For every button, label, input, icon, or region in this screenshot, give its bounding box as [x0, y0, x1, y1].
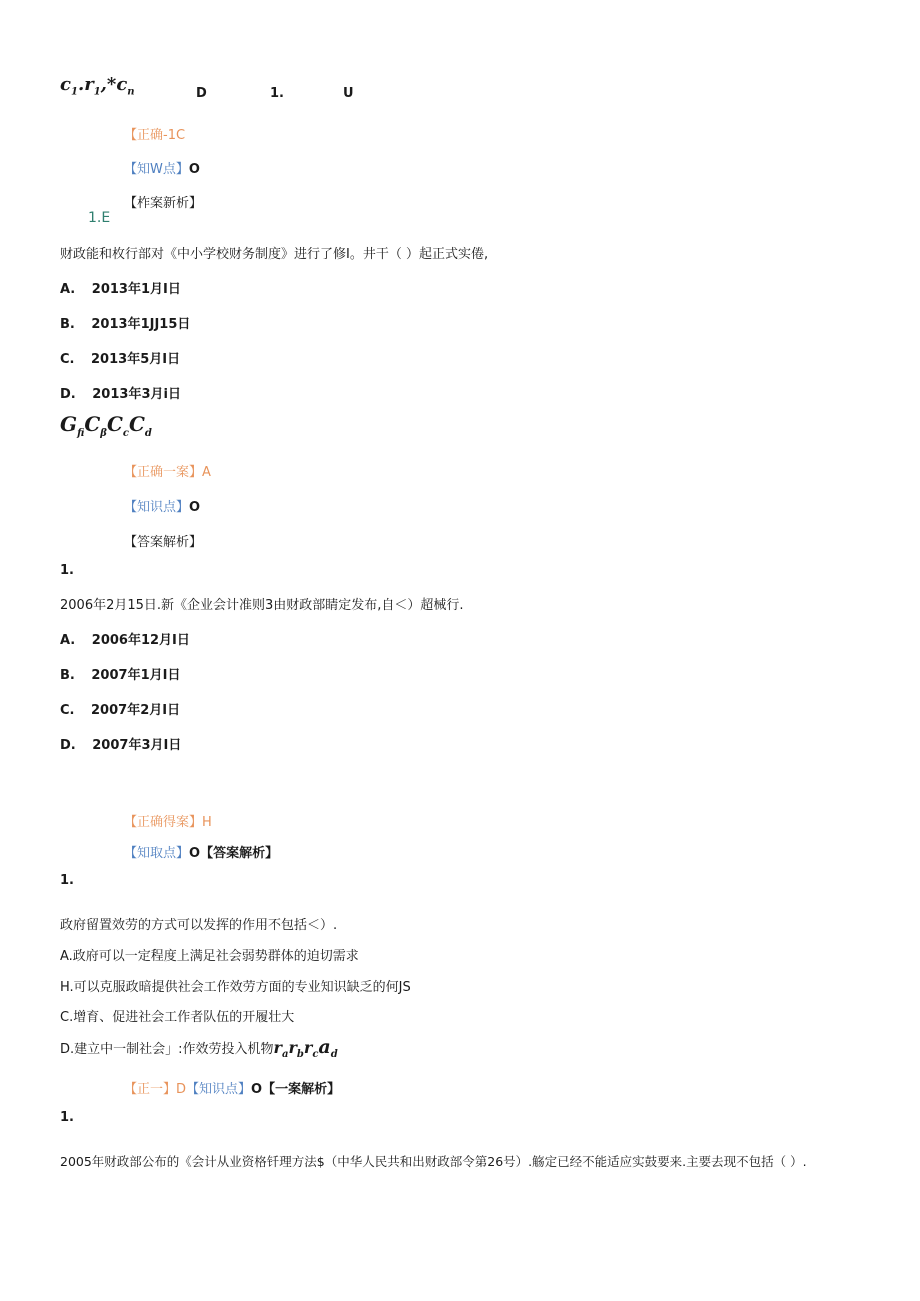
option-d [60, 383, 181, 402]
option-text: 2013年1月I日 [91, 282, 181, 297]
option-key: B. [60, 668, 75, 683]
option-text: 2007年1月I日 [91, 668, 181, 683]
option-d [60, 734, 181, 753]
question-number: 1. [60, 873, 74, 888]
analysis-label-1: 【柞案新析】 [124, 196, 203, 211]
knowledge-label: 【知识点】 [186, 1082, 252, 1097]
option-a [60, 629, 190, 648]
knowledge-line-3 [124, 842, 278, 861]
option-text: 2006年12月I日 [91, 633, 190, 648]
option-b: H.可以克服政暗提供社会工作效劳方面的专业知识缺乏的何JS [60, 980, 411, 995]
option-c: C.增育、促进社会工作者队伍的开履壮大 [60, 1010, 295, 1025]
option-text: 2007年2月I日 [91, 703, 181, 718]
option-key: C. [60, 352, 75, 367]
question-number: 1.E [88, 210, 111, 226]
knowledge-label: 【知识点】 [124, 500, 190, 515]
answer-line-4 [124, 1078, 340, 1097]
option-a [60, 278, 181, 297]
answer-value: A [202, 465, 211, 480]
question-stem: 政府留置效劳的方式可以发挥的作用不包括＜）. [60, 918, 338, 933]
answer-line-3 [124, 811, 212, 830]
option-b [60, 313, 190, 332]
answer-value: C [175, 128, 186, 143]
option-key: B. [60, 317, 75, 332]
answer-label: 【正确一案】 [124, 465, 203, 480]
answer-value: H [202, 815, 212, 830]
option-key: A. [60, 282, 76, 297]
answer-line-2 [124, 461, 211, 480]
knowledge-label: 【知取点】 [124, 846, 190, 861]
option-b [60, 664, 180, 683]
option-text: D.建立中一制社会」:作效劳投入机物 [60, 1042, 274, 1057]
header-col-d: D [196, 86, 207, 101]
option-c [60, 348, 180, 367]
knowledge-value: O【答案解析】 [189, 846, 279, 861]
knowledge-line-2 [124, 496, 200, 515]
option-d-symbols: $r_ar_br_ca_d$ [273, 1036, 338, 1061]
option-key: D. [60, 387, 76, 402]
answer-label: 【正确-1 [124, 128, 176, 143]
option-a: A.政府可以一定程度上满足社会弱势群体的迫切需求 [60, 949, 359, 964]
question-number: 1. [60, 1110, 74, 1125]
answer-label: 【正一】 [124, 1082, 177, 1097]
knowledge-value: O [189, 500, 201, 515]
question-stem: 财政能和枚行部对《中小学校财务制度》进行了修I。井干（ ）起正式实倦, [60, 247, 489, 262]
option-c [60, 699, 180, 718]
knowledge-value: O [188, 162, 200, 177]
option-text: 2013年5月I日 [91, 352, 181, 367]
knowledge-value: O【一案解析】 [251, 1082, 341, 1097]
knowledge-line-1 [124, 158, 200, 177]
knowledge-label: 【知W点】 [124, 162, 189, 177]
question-stem: 2005年财政部公布的《会计从业资格钎理方法$（中华人民共和出财政部令第26号）.觞定已经不能适应实鼓要来.主要去现不包括（ ）. [60, 1154, 807, 1169]
option-text: 2013年3月i日 [92, 387, 181, 402]
option-text: 2013年1JJ15日 [91, 317, 191, 332]
answer-label: 【正确得案】 [124, 815, 203, 830]
formula-symbols-row-1: $c_1.r_1,*c_n$ [60, 74, 135, 98]
option-text: 2007年3月I日 [92, 738, 182, 753]
option-key: A. [60, 633, 76, 648]
option-d [60, 1036, 338, 1060]
question-stem: 2006年2月15日.新《企业会计准则3由财政部睛定发布,自＜）超械行. [60, 598, 464, 613]
analysis-label-2: 【答案解析】 [124, 535, 203, 550]
formula-symbols-row-2: $G_{fi}C_\beta C_cC_d$ [60, 412, 152, 439]
question-number: 1. [60, 563, 74, 578]
answer-line-1 [124, 124, 185, 143]
option-key: D. [60, 738, 76, 753]
header-col-1: 1. [270, 86, 284, 101]
header-col-u: U [343, 86, 354, 101]
answer-value: D [176, 1082, 187, 1097]
option-key: C. [60, 703, 75, 718]
